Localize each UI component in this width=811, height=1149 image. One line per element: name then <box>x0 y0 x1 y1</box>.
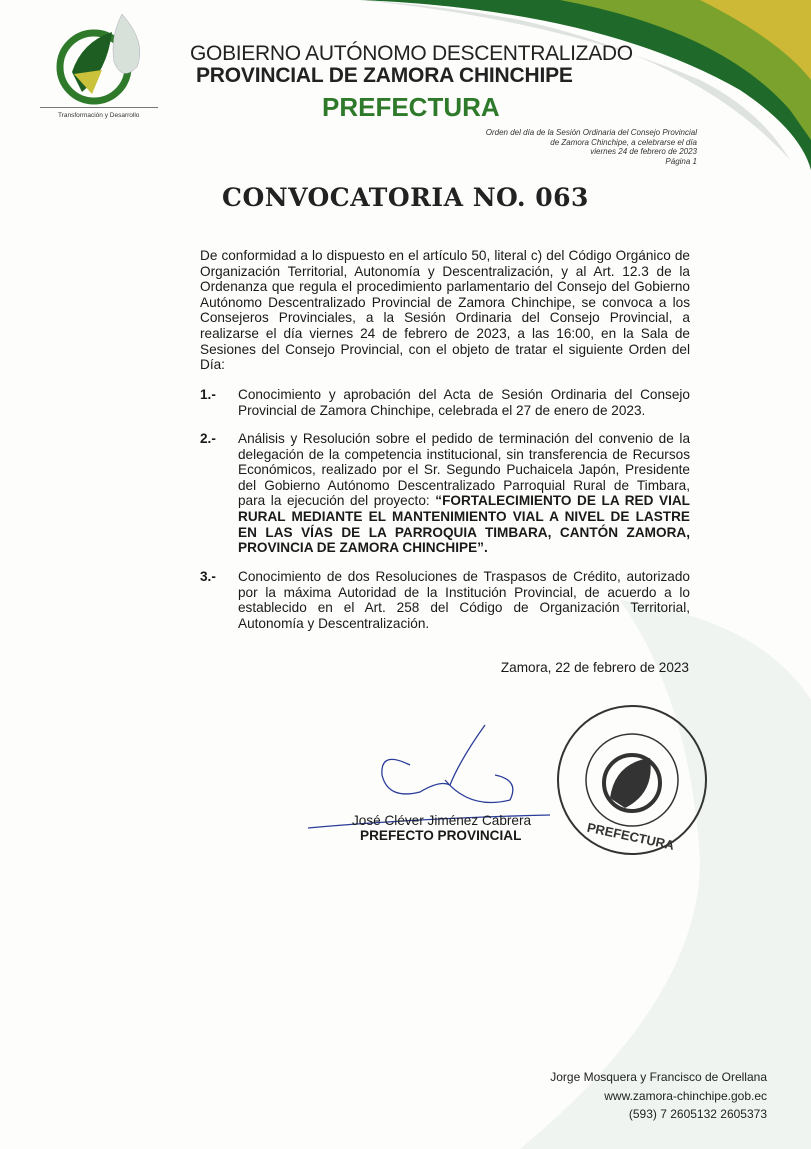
item-number: 1.- <box>200 387 216 402</box>
item-text: Análisis y Resolución sobre el pedido de terminación del convenio de la delegación de la competencia institucional, sin transferencia de Recursos Económicos, realizado por el Sr. Segundo Puchaicela Japón, Presidente del Gobierno Autónomo Descentralizado Parroquial Rural de Timbara, para la ejecución del proyecto: <box>238 431 690 509</box>
footer-phone: (593) 7 2605132 2605373 <box>628 1107 767 1121</box>
header-line-1: GOBIERNO AUTÓNOMO DESCENTRALIZADO <box>190 42 633 65</box>
intro-paragraph: De conformidad a lo dispuesto en el artículo 50, literal c) del Código Orgánico de Organización Territorial, Autonomía y Descentralización, y al Art. 12.3 de la Ordenanza que regula el procedimiento parlamentario del Consejo del Gobierno Autónomo Descentralizado Provincial de Zamora Chinchipe, se convoca a los Consejeros Provinciales, a la Sesión Ordinaria del Consejo Provincial, a realizarse el día viernes 24 de febrero de 2023, a las 16:00, en la Sala de Sesiones del Consejo Provincial, con el objeto de tratar el siguiente Orden del Día: <box>200 248 690 373</box>
footer-address: Jorge Mosquera y Francisco de Orellana <box>550 1070 767 1084</box>
prefectura-logo <box>52 12 152 112</box>
reference-line: de Zamora Chinchipe, a celebrarse el día <box>550 137 697 147</box>
signatory-role: PREFECTO PROVINCIAL <box>360 828 522 843</box>
item-text: Conocimiento y aprobación del Acta de Sesión Ordinaria del Consejo Provincial de Zamora Chinchipe, celebrada el 27 de enero de 2023. <box>238 387 690 418</box>
item-text: Conocimiento de dos Resoluciones de Traspasos de Crédito, autorizado por la máxima Autoridad de la Institución Provincial, de acuerdo a lo establecido en el Art. 258 del Código de Organización Territorial, Autonomía y Descentralización. <box>238 569 690 631</box>
header-prefectura: PREFECTURA <box>322 92 500 122</box>
official-seal <box>555 703 710 858</box>
reference-line: Orden del día de la Sesión Ordinaria del Consejo Provincial <box>485 128 697 137</box>
logo-tagline: Transformación y Desarrollo <box>58 112 140 119</box>
footer-contact <box>550 1068 767 1124</box>
agenda-item <box>200 569 690 631</box>
agenda-item <box>200 431 690 556</box>
document-title: CONVOCATORIA NO. 063 <box>222 183 589 212</box>
agenda-item <box>200 387 690 418</box>
logo-divider <box>40 107 158 108</box>
footer-website: www.zamora-chinchipe.gob.ec <box>604 1088 767 1103</box>
session-reference <box>486 128 697 166</box>
reference-line: viernes 24 de febrero de 2023 <box>590 147 697 156</box>
signatory-name: José Cléver Jiménez Cabrera <box>352 813 532 828</box>
page-number: Página 1 <box>665 156 697 166</box>
place-date: Zamora, 22 de febrero de 2023 <box>500 660 689 675</box>
item-number: 3.- <box>200 569 216 584</box>
item-number: 2.- <box>200 431 216 446</box>
header-line-2: PROVINCIAL DE ZAMORA CHINCHIPE <box>196 64 573 87</box>
seal-bottom-text: PREFECTURA <box>585 819 676 853</box>
project-name: “FORTALECIMIENTO DE LA RED VIAL RURAL MEDIANTE EL MANTENIMIENTO VIAL A NIVEL DE LASTRE EN LAS VÍAS DE LA PARROQUIA TIMBARA, CANTÓN ZAMORA, PROVINCIA DE ZAMORA CHINCHIPE”. <box>238 493 690 556</box>
